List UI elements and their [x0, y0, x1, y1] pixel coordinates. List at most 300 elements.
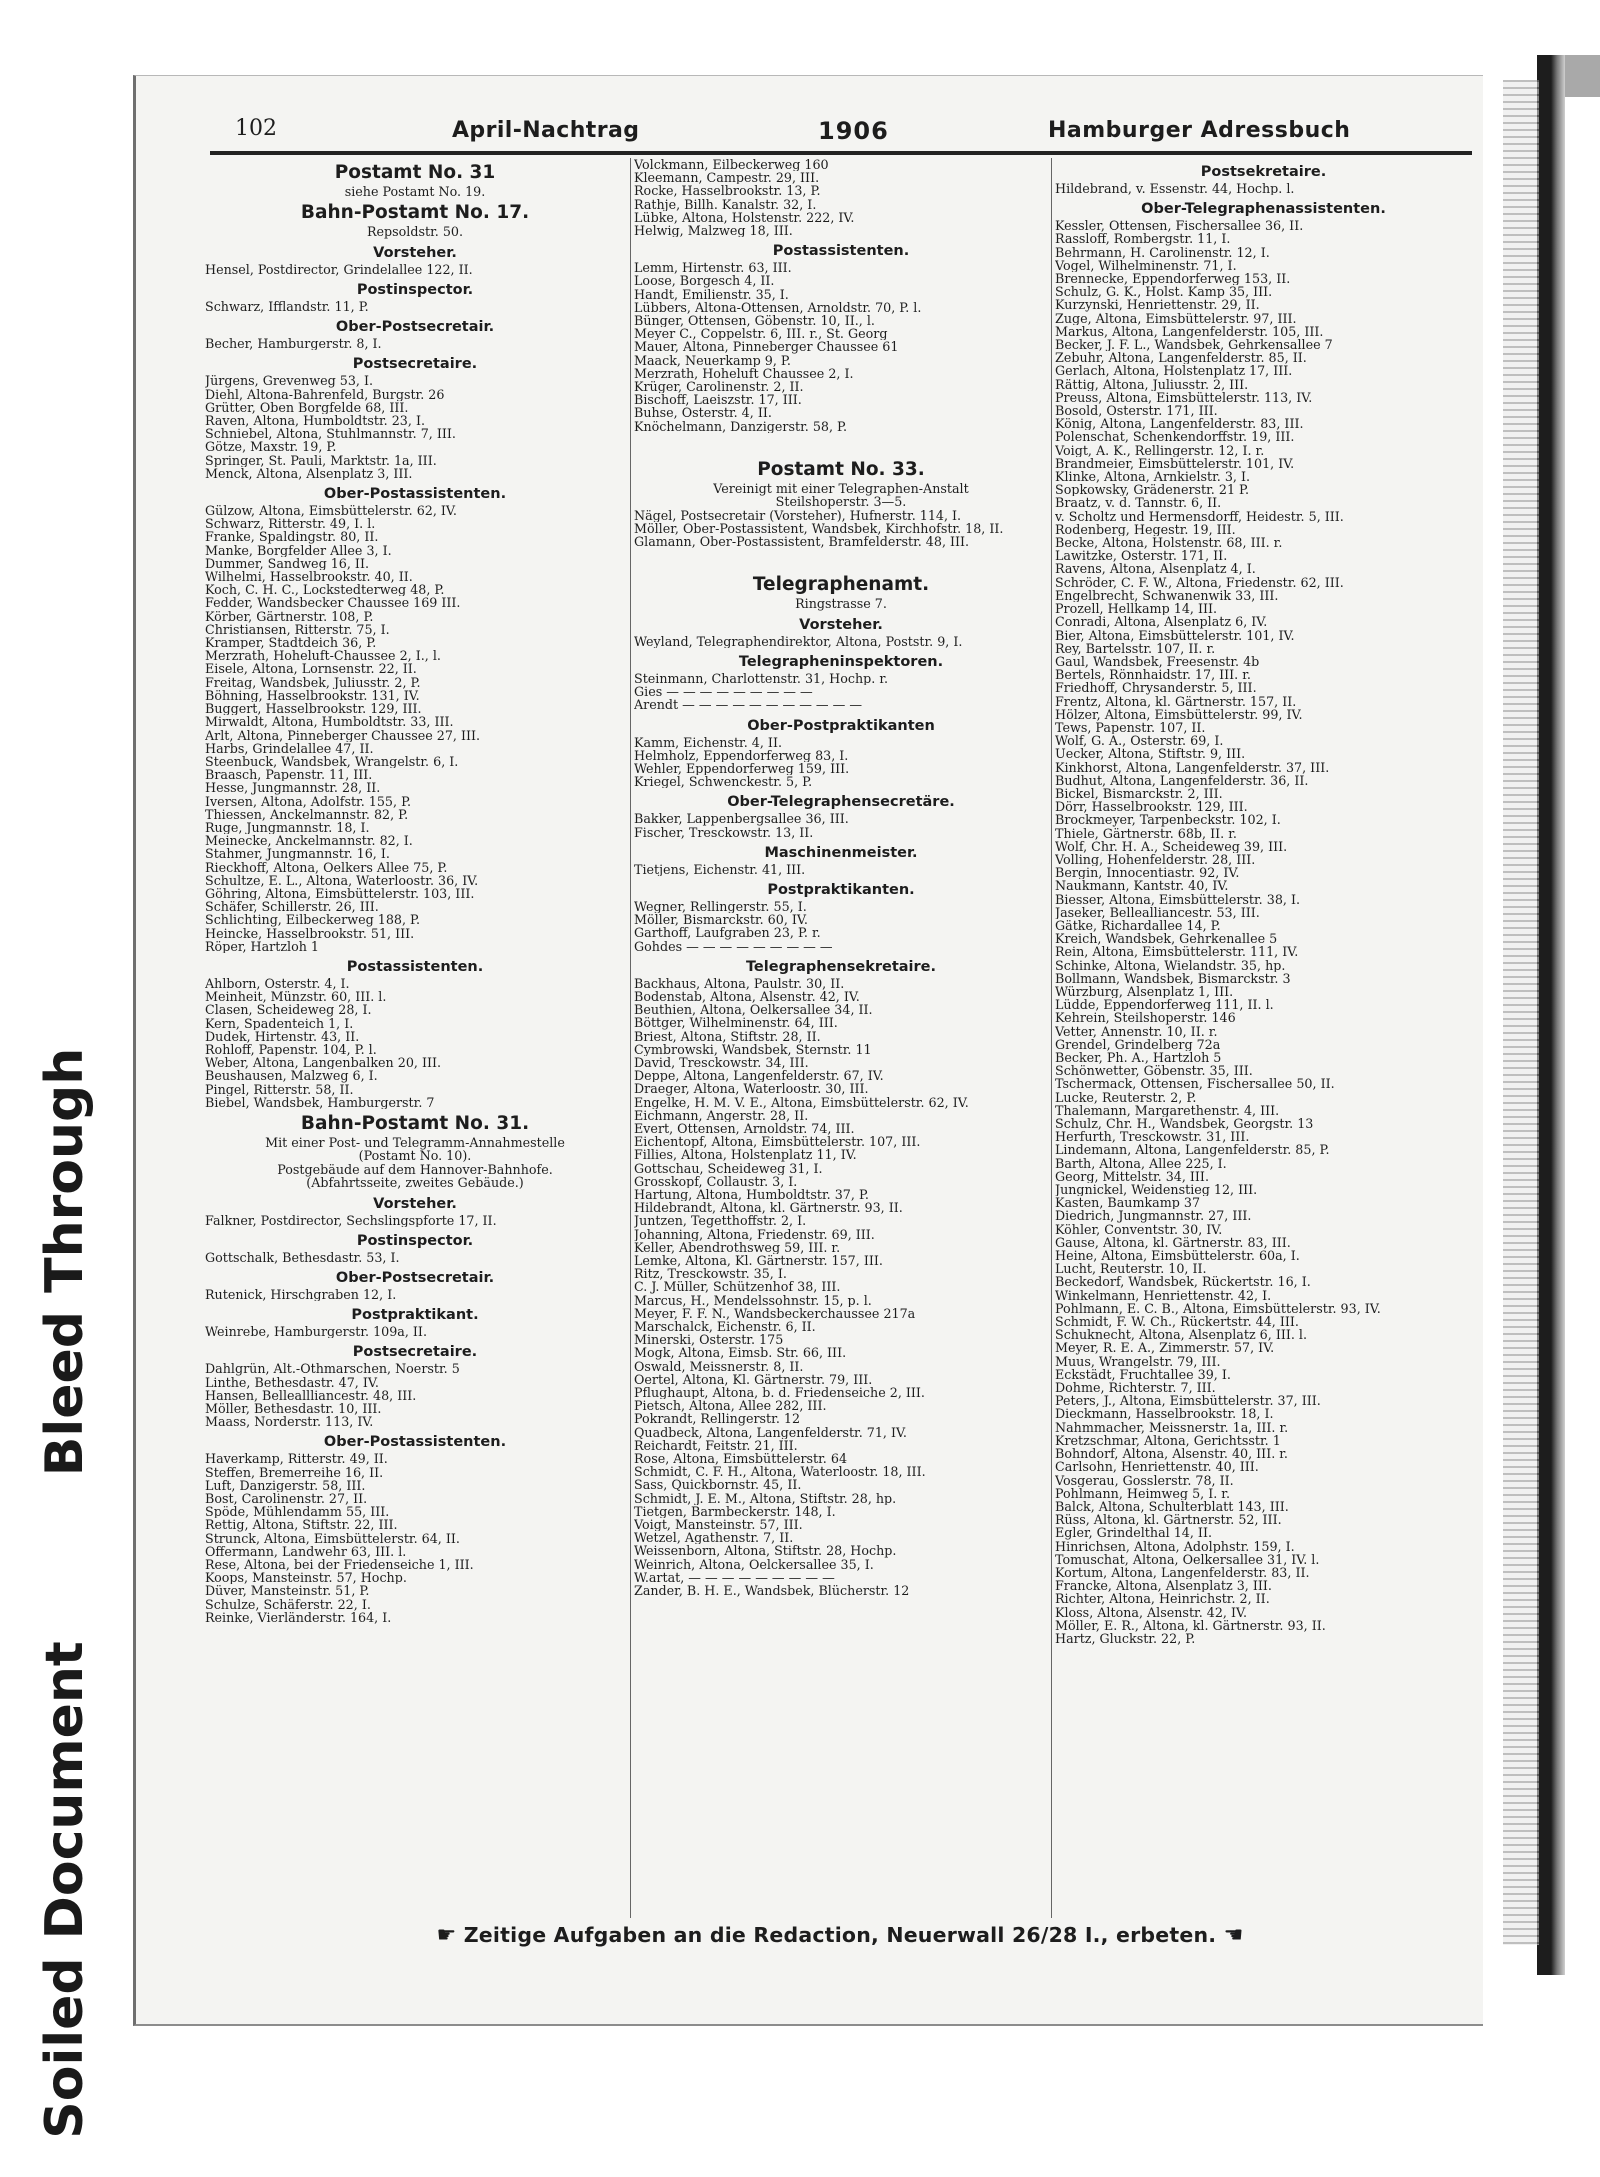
directory-entry: Jungnickel, Weidenstieg 12, III. — [1055, 1183, 1258, 1197]
directory-entry: Gottschau, Scheideweg 31, I. — [634, 1161, 823, 1175]
directory-entry: Raven, Altona, Humboldtstr. 23, I. — [205, 414, 425, 428]
directory-entry: Eichentopf, Altona, Eimsbüttelerstr. 107, III. — [634, 1135, 921, 1149]
directory-entry: Heine, Altona, Eimsbüttelerstr. 60a, I. — [1055, 1249, 1300, 1263]
directory-entry: Heincke, Hasselbrookstr. 51, III. — [205, 926, 415, 940]
directory-entry: Rassloff, Rombergstr. 11, I. — [1055, 232, 1231, 246]
directory-entry: Marschalck, Eichenstr. 6, II. — [634, 1320, 816, 1334]
section-heading: Ober-Postassistenten. — [323, 486, 507, 503]
directory-entry: Menck, Altona, Alsenplatz 3, III. — [205, 466, 413, 481]
directory-entry: Biebel, Wandsbek, Hamburgerstr. 7 — [205, 1095, 435, 1109]
directory-entry: Budhut, Altona, Langenfelderstr. 36, II. — [1055, 773, 1309, 787]
directory-entry: Cymbrowski, Wandsbek, Sternstr. 11 — [634, 1042, 872, 1056]
directory-entry: Vosgerau, Gosslerstr. 78, II. — [1055, 1473, 1234, 1487]
directory-entry: Schulz, Chr. H., Wandsbek, Georgstr. 13 — [1055, 1117, 1314, 1131]
directory-entry: Hildebrandt, Altona, kl. Gärtnerstr. 93, II. — [634, 1201, 903, 1215]
directory-entry: Ritz, Tresckowstr. 35, I. — [634, 1267, 787, 1281]
directory-entry: Rey, Bartelsstr. 107, II. r. — [1055, 641, 1216, 655]
directory-entry: Gohdes — — — — — — — — — — [634, 939, 833, 953]
directory-entry: Möller, E. R., Altona, kl. Gärtnerstr. 93, II. — [1055, 1618, 1326, 1632]
directory-entry: Eichmann, Angerstr. 28, II. — [634, 1108, 809, 1122]
section-heading: Maschinenmeister. — [764, 844, 918, 861]
directory-entry: Hildebrand, v. Essenstr. 44, Hochp. l. — [1055, 182, 1295, 196]
directory-entry: Tews, Papenstr. 107, II. — [1055, 720, 1206, 735]
directory-entry: Rettig, Altona, Stiftstr. 22, III. — [205, 1518, 398, 1532]
directory-entry: Hartung, Altona, Humboldtstr. 37, P. — [634, 1187, 869, 1202]
section-title: Postamt No. 31 — [334, 162, 496, 183]
directory-entry: Hölzer, Altona, Eimsbüttelerstr. 99, IV. — [1055, 707, 1303, 721]
directory-entry: Pingel, Ritterstr. 58, II. — [205, 1082, 354, 1096]
directory-entry: Pokrandt, Rellingerstr. 12 — [634, 1412, 801, 1426]
directory-entry: Dudek, Hirtenstr. 43, II. — [205, 1029, 360, 1043]
directory-entry: Gause, Altona, kl. Gärtnerstr. 83, III. — [1055, 1235, 1291, 1250]
directory-entry: Rodenberg, Hegestr. 19, III. — [1055, 522, 1236, 537]
directory-entry: Dörr, Hasselbrookstr. 129, III. — [1055, 800, 1248, 814]
directory-entry: Bischoff, Laeiszstr. 17, III. — [634, 393, 802, 407]
directory-entry: Zuge, Altona, Eimsbüttelerstr. 97, III. — [1055, 311, 1297, 325]
directory-entry: Carlsohn, Henriettenstr. 40, III. — [1055, 1460, 1259, 1474]
directory-entry: Gätke, Richardallee 14, P. — [1055, 918, 1221, 933]
directory-entry: Arlt, Altona, Pinneberger Chaussee 27, III. — [205, 728, 481, 742]
directory-entry: Sopkowsky, Grädenerstr. 21 P. — [1055, 483, 1250, 497]
directory-entry: Grendel, Grindelberg 72a — [1055, 1037, 1221, 1051]
directory-entry: Naukmann, Kantstr. 40, IV. — [1055, 879, 1229, 893]
directory-entry: Kurzynski, Henriettenstr. 29, II. — [1055, 298, 1260, 312]
page-header — [210, 112, 1472, 152]
directory-entry: Merzrath, Hoheluft Chaussee 2, I. — [634, 366, 854, 381]
directory-entry: C. J. Müller, Schützenhof 38, III. — [634, 1280, 841, 1294]
directory-entry: Luft, Danzigerstr. 58, III. — [205, 1478, 366, 1493]
directory-entry: Quadbeck, Altona, Langenfelderstr. 71, IV. — [634, 1425, 907, 1439]
directory-entry: Voigt, Mansteinstr. 57, III. — [634, 1518, 803, 1532]
directory-entry: Keller, Abendrothsweg 59, III. r. — [634, 1240, 841, 1254]
section-note: siehe Postamt No. 19. — [344, 184, 486, 199]
section-heading: Telegrapheninspektoren. — [738, 653, 944, 670]
directory-entry: Conradi, Altona, Alsenplatz 6, IV. — [1055, 615, 1268, 629]
directory-entry: Herfurth, Tresckowstr. 31, III. — [1055, 1130, 1250, 1144]
directory-entry: Dahlgrün, Alt.-Othmarschen, Noerstr. 5 — [205, 1362, 460, 1376]
directory-entry: Manke, Borgfelder Allee 3, I. — [205, 543, 392, 557]
column-3 — [1055, 158, 1472, 1923]
directory-entry: Becker, J. F. L., Wandsbek, Gehrkensallee 7 — [1055, 338, 1333, 352]
section-note: (Postamt No. 10). — [358, 1148, 472, 1164]
directory-entry: Rättig, Altona, Juliusstr. 2, III. — [1055, 377, 1249, 391]
directory-entry: Eckstädt, Fruchtallee 39, I. — [1055, 1367, 1231, 1382]
directory-entry: Kehrein, Steilshoperstr. 146 — [1055, 1011, 1236, 1025]
directory-entry: Lindemann, Altona, Langenfelderstr. 85, P. — [1055, 1143, 1330, 1157]
directory-entry: Christiansen, Ritterstr. 75, I. — [205, 622, 390, 637]
directory-entry: Meinecke, Anckelmannstr. 82, I. — [205, 834, 413, 848]
directory-entry: Richter, Altona, Heinrichstr. 2, II. — [1055, 1592, 1270, 1606]
directory-entry: Schinke, Altona, Wielandstr. 35, hp. — [1055, 958, 1286, 972]
directory-entry: Rathje, Billh. Kanalstr. 32, I. — [634, 197, 817, 211]
directory-entry: Mauer, Altona, Pinneberger Chaussee 61 — [634, 340, 899, 354]
directory-entry: Weissenborn, Altona, Stiftstr. 28, Hochp. — [634, 1544, 897, 1558]
directory-entry: Bohndorf, Altona, Alsenstr. 40, III. r. — [1055, 1447, 1288, 1461]
directory-entry: Braasch, Papenstr. 11, III. — [205, 768, 373, 782]
directory-entry: Harbs, Grindelallee 47, II. — [205, 741, 374, 755]
directory-entry: Thiele, Gärtnerstr. 68b, II. r. — [1055, 826, 1237, 840]
directory-entry: Marcus, H., Mendelssohnstr. 15, p. l. — [634, 1293, 872, 1307]
directory-entry: Meyer, F. F. N., Wandsbeckerchaussee 217a — [634, 1306, 916, 1321]
adjacent-page-strip — [1503, 80, 1539, 1945]
section-note: Mit einer Post- und Telegramm-Annahmestelle — [265, 1134, 565, 1150]
directory-entry: Kinkhorst, Altona, Langenfelderstr. 37, III. — [1055, 760, 1330, 774]
directory-entry: Maack, Neuerkamp 9, P. — [634, 353, 791, 367]
directory-entry: Brennecke, Eppendorferweg 153, II. — [1055, 272, 1291, 286]
directory-entry: Schuknecht, Altona, Alsenplatz 6, III. l. — [1055, 1328, 1308, 1342]
directory-entry: Strunck, Altona, Eimsbüttelerstr. 64, II. — [205, 1531, 460, 1545]
directory-entry: Haverkamp, Ritterstr. 49, II. — [205, 1452, 388, 1466]
directory-entry: Schlichting, Eilbeckerweg 188, P. — [205, 913, 421, 927]
directory-entry: Schröder, C. F. W., Altona, Friedenstr. 62, III. — [1055, 575, 1344, 589]
directory-entry: Steffen, Bremerreihe 16, II. — [205, 1465, 384, 1479]
directory-entry: Kretzschmar, Altona, Gerichtsstr. 1 — [1055, 1433, 1281, 1448]
directory-entry: Kasten, Baumkamp 37 — [1055, 1196, 1201, 1210]
header-supplement-title: April-Nachtrag — [452, 118, 640, 143]
directory-entry: Helmholz, Eppendorferweg 83, I. — [634, 748, 849, 762]
column-1 — [205, 158, 625, 1923]
directory-entry: Markus, Altona, Langenfelderstr. 105, III. — [1055, 324, 1324, 339]
directory-entry: Brockmeyer, Tarpenbeckstr. 102, I. — [1055, 813, 1281, 827]
directory-entry: Dieckmann, Hasselbrookstr. 18, I. — [1055, 1407, 1274, 1421]
section-heading: Postsecretaire. — [352, 1344, 478, 1361]
directory-entry: Garthoff, Laufgraben 23, P. r. — [634, 926, 821, 940]
directory-entry: Glamann, Ober-Postassistent, Bramfelderstr. 48, III. — [634, 535, 970, 549]
directory-entry: Lawitzke, Osterstr. 171, II. — [1055, 549, 1228, 563]
directory-entry: Friedhoff, Chrysanderstr. 5, III. — [1055, 681, 1257, 695]
directory-entry: Stahmer, Jungmannstr. 16, I. — [205, 847, 390, 861]
directory-entry: Muus, Wrangelstr. 79, III. — [1055, 1354, 1221, 1368]
section-note: (Abfahrtsseite, zweites Gebäude.) — [306, 1175, 524, 1191]
directory-entry: Rocke, Hasselbrookstr. 13, P. — [634, 184, 821, 198]
directory-entry: Bertels, Rönnhaidstr. 17, III. r. — [1055, 668, 1251, 682]
directory-entry: W.artat, — — — — — — — — — — [634, 1570, 835, 1585]
directory-entry: Böhning, Hasselbrookstr. 131, IV. — [205, 688, 420, 703]
directory-entry: Wolf, G. A., Osterstr. 69, I. — [1055, 734, 1224, 748]
directory-entry: Dohme, Richterstr. 7, III. — [1055, 1381, 1216, 1395]
directory-entry: Kortum, Altona, Langenfelderstr. 83, II. — [1055, 1565, 1310, 1580]
directory-entry: Preuss, Altona, Eimsbüttelerstr. 113, IV. — [1055, 390, 1313, 405]
directory-entry: Schmidt, J. E. M., Altona, Stiftstr. 28, hp. — [634, 1491, 897, 1505]
directory-entry: Zander, B. H. E., Wandsbek, Blücherstr. 12 — [634, 1584, 910, 1598]
directory-entry: Köhler, Conventstr. 30, IV. — [1055, 1222, 1223, 1236]
section-heading: Ober-Postsecretair. — [335, 319, 495, 336]
column-divider — [630, 158, 631, 1918]
directory-entry: Knöchelmann, Danzigerstr. 58, P. — [634, 419, 848, 433]
directory-entry: Brandmeier, Eimsbüttelerstr. 101, IV. — [1055, 456, 1295, 471]
directory-entry: Fillies, Altona, Holstenplatz 11, IV. — [634, 1148, 857, 1162]
directory-entry: Nahmmacher, Meissnerstr. 1a, III. r. — [1055, 1420, 1289, 1434]
section-heading: Vorsteher. — [373, 244, 457, 261]
directory-entry: Briest, Altona, Stiftstr. 28, II. — [634, 1029, 821, 1043]
directory-entry: Göhring, Altona, Eimsbüttelerstr. 103, III. — [205, 886, 475, 901]
directory-entry: Lemke, Altona, Kl. Gärtnerstr. 157, III. — [634, 1254, 883, 1268]
section-heading: Postassistenten. — [346, 958, 484, 975]
directory-entry: Bost, Carolinenstr. 27, II. — [205, 1492, 368, 1506]
directory-entry: Becke, Altona, Holstenstr. 68, III. r. — [1055, 536, 1283, 550]
directory-entry: Helwig, Malzweg 18, III. — [634, 224, 793, 238]
directory-entry: Wehler, Eppendorferweg 159, III. — [634, 761, 850, 776]
pointing-hand-right-icon: ☚ — [1223, 1923, 1244, 1948]
directory-entry: Weber, Altona, Langenbalken 20, III. — [205, 1056, 442, 1070]
directory-entry: Meyer C., Coppelstr. 6, III. r., St. Georg — [634, 327, 888, 341]
directory-entry: Pflughaupt, Altona, b. d. Friedenseiche 2, III. — [634, 1386, 925, 1400]
directory-entry: v. Scholtz und Hermensdorff, Heidestr. 5, III. — [1055, 509, 1344, 523]
directory-entry: Röper, Hartzloh 1 — [205, 939, 320, 953]
directory-entry: Weinrebe, Hamburgerstr. 109a, II. — [205, 1325, 427, 1339]
header-year: 1906 — [818, 117, 889, 145]
section-heading: Vorsteher. — [799, 616, 883, 633]
directory-entry: Beushausen, Malzweg 6, I. — [205, 1069, 378, 1083]
section-heading: Postpraktikanten. — [767, 881, 915, 898]
directory-entry: Sass, Quickbornstr. 45, II. — [634, 1478, 802, 1492]
section-note: Vereinigt mit einer Telegraphen-Anstalt — [713, 480, 969, 496]
directory-entry: Merzrath, Hoheluft-Chaussee 2, I., l. — [205, 649, 441, 663]
directory-entry: Möller, Bethesdastr. 10, III. — [205, 1402, 382, 1416]
directory-entry: Rohloff, Papenstr. 104, P. l. — [205, 1042, 377, 1057]
directory-entry: Mirwaldt, Altona, Humboldtstr. 33, III. — [205, 715, 454, 729]
directory-entry: Backhaus, Altona, Paulstr. 30, II. — [634, 976, 845, 990]
directory-entry: Frentz, Altona, kl. Gärtnerstr. 157, II. — [1055, 694, 1297, 708]
spacer — [634, 548, 1048, 570]
directory-entry: Pohlmann, Heimweg 5, I. r. — [1055, 1486, 1230, 1500]
directory-entry: Weinrich, Altona, Oelckersallee 35, I. — [634, 1557, 874, 1571]
directory-entry: Kramper, Stadtdeich 36, P. — [205, 636, 377, 650]
directory-entry: Rein, Altona, Eimsbüttelerstr. 111, IV. — [1055, 945, 1299, 959]
section-heading: Postsekretaire. — [1200, 164, 1327, 180]
directory-entry: Ruge, Jungmannstr. 18, I. — [205, 820, 370, 835]
directory-entry: Evert, Ottensen, Arnoldstr. 74, III. — [634, 1121, 855, 1136]
directory-entry: Pietsch, Altona, Allee 282, III. — [634, 1399, 827, 1413]
column-divider — [1051, 158, 1052, 1918]
directory-entry: Georg, Mittelstr. 34, III. — [1055, 1169, 1209, 1184]
section-heading: Ober-Postassistenten. — [323, 1434, 507, 1451]
directory-entry: Hinrichsen, Altona, Adolphstr. 159, I. — [1055, 1539, 1295, 1553]
directory-entry: Meinheit, Münzstr. 60, III. l. — [205, 990, 387, 1004]
directory-entry: Oswald, Meissnerstr. 8, II. — [634, 1359, 804, 1373]
directory-entry: Pohlmann, E. C. B., Altona, Eimsbüttelerstr. 93, IV. — [1055, 1301, 1381, 1316]
directory-entry: Tietgen, Barmbeckerstr. 148, I. — [634, 1504, 836, 1519]
directory-entry: Volckmann, Eilbeckerweg 160 — [634, 158, 829, 172]
directory-entry: Gies — — — — — — — — — — [634, 685, 813, 699]
section-title: Telegraphenamt. — [752, 574, 930, 596]
directory-entry: Voigt, A. K., Rellingerstr. 12, I. r. — [1055, 443, 1265, 457]
directory-entry: Jaseker, Bellealliancestr. 53, III. — [1055, 905, 1260, 919]
directory-entry: Klinke, Altona, Arnkielstr. 3, I. — [1055, 470, 1251, 484]
directory-entry: Tietjens, Eichenstr. 41, III. — [634, 862, 806, 876]
directory-entry: Bakker, Lappenbergsallee 36, III. — [634, 812, 849, 826]
directory-entry: Eisele, Altona, Lornsenstr. 22, II. — [205, 662, 417, 676]
section-heading: Postinspector. — [356, 1232, 474, 1249]
directory-entry: Tschermack, Ottensen, Fischersallee 50, II. — [1055, 1077, 1335, 1091]
directory-entry: Lucke, Reuterstr. 2, P. — [1055, 1090, 1197, 1104]
directory-entry: Ahlborn, Osterstr. 4, I. — [205, 976, 350, 991]
directory-entry: Diedrich, Jungmannstr. 27, III. — [1055, 1209, 1252, 1223]
bleed-through-label: Bleed Through — [35, 1047, 95, 1477]
directory-entry: Diehl, Altona-Bahrenfeld, Burgstr. 26 — [205, 387, 445, 401]
section-title: Bahn-Postamt No. 17. — [300, 202, 530, 224]
directory-entry: Becker, Ph. A., Hartzloh 5 — [1055, 1051, 1222, 1065]
directory-entry: Rüss, Altona, kl. Gärtnerstr. 52, III. — [1055, 1513, 1282, 1527]
directory-entry: Schmidt, C. F. H., Altona, Waterloostr. 18, III. — [634, 1465, 926, 1479]
directory-entry: Oertel, Altona, Kl. Gärtnerstr. 79, III. — [634, 1372, 873, 1387]
directory-entry: Gottschalk, Bethesdastr. 53, I. — [205, 1250, 400, 1265]
section-heading: Ober-Postsecretair. — [335, 1270, 495, 1287]
directory-entry: Linthe, Bethesdastr. 47, IV. — [205, 1375, 379, 1389]
directory-entry: Wolf, Chr. H. A., Scheideweg 39, III. — [1055, 839, 1288, 853]
directory-entry: Behrmann, H. Carolinenstr. 12, I. — [1055, 245, 1270, 259]
directory-entry: Buggert, Hasselbrookstr. 129, III. — [205, 702, 422, 716]
directory-entry: Böttger, Wilhelminenstr. 64, III. — [634, 1016, 838, 1030]
directory-entry: Arendt — — — — — — — — — — — — [634, 698, 863, 712]
directory-entry: Hesse, Jungmannstr. 28, II. — [205, 781, 381, 795]
page-footer — [390, 1923, 1290, 1948]
directory-entry: Bickel, Bismarckstr. 2, III. — [1055, 786, 1223, 801]
directory-entry: Bodenstab, Altona, Alsenstr. 42, IV. — [634, 989, 860, 1004]
directory-entry: Prozell, Hellkamp 14, III. — [1055, 602, 1218, 616]
directory-entry: Freitag, Wandsbek, Juliusstr. 2, P. — [205, 675, 421, 689]
directory-entry: Schäfer, Schillerstr. 26, III. — [205, 900, 379, 914]
directory-entry: Tomuschat, Altona, Oelkersallee 31, IV. l. — [1055, 1552, 1320, 1566]
directory-entry: Würzburg, Alsenplatz 1, III. — [1055, 984, 1234, 999]
directory-entry: Hensel, Postdirector, Grindelallee 122, II. — [205, 262, 473, 277]
section-heading: Postinspector. — [356, 282, 474, 299]
binding-edge — [1537, 55, 1565, 1975]
directory-entry: Möller, Bismarckstr. 60, IV. — [634, 913, 808, 927]
directory-entry: Kreich, Wandsbek, Gehrkenallee 5 — [1055, 932, 1278, 946]
directory-entry: Koch, C. H. C., Lockstedterweg 48, P. — [205, 583, 445, 597]
section-heading: Telegraphensekretaire. — [745, 958, 937, 975]
directory-entry: Gerlach, Altona, Holstenplatz 17, III. — [1055, 364, 1293, 378]
directory-entry: Kriegel, Schwenckestr. 5, P. — [634, 775, 813, 789]
directory-entry: Rutenick, Hirschgraben 12, I. — [205, 1288, 397, 1302]
directory-entry: Spöde, Mühlendamm 55, III. — [205, 1505, 390, 1519]
section-note: Ringstrasse 7. — [795, 596, 887, 612]
directory-entry: Barth, Altona, Allee 225, I. — [1055, 1156, 1227, 1170]
directory-entry: Jürgens, Grevenweg 53, I. — [205, 374, 374, 388]
directory-entry: Rose, Altona, Eimsbüttelerstr. 64 — [634, 1452, 848, 1466]
page-number: 102 — [235, 116, 277, 141]
directory-entry: Thiessen, Anckelmannstr. 82, P. — [205, 807, 409, 821]
directory-entry: Maass, Norderstr. 113, IV. — [205, 1415, 374, 1429]
directory-entry: Kamm, Eichenstr. 4, II. — [634, 735, 782, 749]
directory-entry: Franke, Spaldingstr. 80, II. — [205, 530, 379, 544]
column-2 — [634, 158, 1048, 1923]
directory-entry: Deppe, Altona, Langenfelderstr. 67, IV. — [634, 1069, 884, 1083]
directory-entry: Johanning, Altona, Friedenstr. 69, III. — [634, 1227, 875, 1241]
directory-entry: Springer, St. Pauli, Marktstr. 1a, III. — [205, 453, 437, 467]
section-heading: Ober-Telegraphensecretäre. — [727, 794, 955, 811]
directory-entry: Mogk, Altona, Eimsb. Str. 66, III. — [634, 1346, 847, 1360]
header-rule — [210, 151, 1472, 155]
directory-entry: Egler, Grindelthal 14, II. — [1055, 1526, 1212, 1540]
directory-entry: Bosold, Osterstr. 171, III. — [1055, 404, 1218, 418]
directory-entry: Polenschat, Schenkendorffstr. 19, III. — [1055, 430, 1295, 444]
section-heading: Ober-Telegraphenassistenten. — [1141, 201, 1386, 218]
directory-entry: Loose, Borgesch 4, II. — [634, 274, 775, 288]
directory-entry: Gaul, Wandsbek, Freesenstr. 4b — [1055, 654, 1260, 669]
directory-entry: Beckedorf, Wandsbek, Rückertstr. 16, I. — [1055, 1275, 1311, 1289]
directory-entry: Gülzow, Altona, Eimsbüttelerstr. 62, IV. — [205, 504, 457, 518]
directory-entry: Vetter, Annenstr. 10, II. r. — [1055, 1024, 1218, 1038]
directory-entry: Falkner, Postdirector, Sechslingspforte 17, II. — [205, 1213, 497, 1227]
directory-entry: Steinmann, Charlottenstr. 31, Hochp. r. — [634, 671, 889, 686]
directory-entry: Rieckhoff, Altona, Oelkers Allee 75, P. — [205, 860, 448, 874]
directory-entry: Schulz, G. K., Holst. Kamp 35, III. — [1055, 285, 1273, 299]
directory-entry: Peters, J., Altona, Eimsbüttelerstr. 37, III. — [1055, 1394, 1321, 1408]
directory-entry: Hansen, Belleallliancestr. 48, III. — [205, 1388, 417, 1403]
section-title: Postamt No. 33. — [757, 458, 925, 480]
section-title: Bahn-Postamt No. 31. — [300, 1112, 530, 1134]
directory-entry: Schniebel, Altona, Stuhlmannstr. 7, III. — [205, 427, 456, 441]
directory-entry: Ravens, Altona, Alsenplatz 4, I. — [1055, 562, 1256, 576]
directory-entry: Wegner, Rellingerstr. 55, I. — [634, 899, 807, 914]
directory-entry: Körber, Gärtnerstr. 108, P. — [205, 609, 374, 623]
section-note: Postgebäude auf dem Hannover-Bahnhofe. — [277, 1161, 553, 1177]
directory-entry: Kessler, Ottensen, Fischersallee 36, II. — [1055, 219, 1304, 233]
section-note: Repsoldstr. 50. — [366, 224, 464, 240]
directory-entry: Kern, Spadenteich 1, I. — [205, 1016, 354, 1030]
directory-entry: Thalemann, Margarethenstr. 4, III. — [1055, 1103, 1280, 1118]
directory-entry: Möller, Ober-Postassistent, Wandsbek, Kirchhofstr. 18, II. — [634, 521, 1004, 536]
directory-entry: Lüdde, Eppendorferweg 111, II. l. — [1055, 998, 1274, 1012]
directory-entry: Engelke, H. M. V. E., Altona, Eimsbüttelerstr. 62, IV. — [634, 1095, 969, 1109]
directory-entry: Wilhelmi, Hasselbrookstr. 40, II. — [205, 570, 413, 584]
directory-entry: Dummer, Sandweg 16, II. — [205, 556, 369, 571]
directory-entry: Götze, Maxstr. 19, P. — [205, 440, 337, 454]
directory-entry: Meyer, R. E. A., Zimmerstr. 57, IV. — [1055, 1341, 1275, 1355]
directory-entry: Winkelmann, Henriettenstr. 42, I. — [1055, 1288, 1272, 1302]
directory-entry: Draeger, Altona, Waterloostr. 30, III. — [634, 1082, 869, 1096]
directory-entry: Braatz, v. d. Tannstr. 6, II. — [1055, 496, 1222, 510]
directory-entry: Balck, Altona, Schulterblatt 143, III. — [1055, 1499, 1289, 1514]
section-heading: Postsecretaire. — [352, 356, 478, 373]
soiled-document-label: Soiled Document — [35, 1641, 95, 2139]
header-publication-title: Hamburger Adressbuch — [1048, 118, 1351, 143]
section-heading: Postassistenten. — [772, 243, 910, 260]
directory-entry: Bollmann, Wandsbek, Bismarckstr. 3 — [1055, 971, 1291, 985]
directory-entry: Schwarz, Ritterstr. 49, I. l. — [205, 517, 376, 531]
directory-entry: Zebuhr, Altona, Langenfelderstr. 85, II. — [1055, 351, 1307, 365]
directory-entry: Schultze, E. L., Altona, Waterloostr. 36, IV. — [205, 873, 479, 887]
directory-entry: Steenbuck, Wandsbek, Wrangelstr. 6, I. — [205, 754, 459, 769]
directory-entry: Engelbrecht, Schwanenwik 33, III. — [1055, 588, 1279, 603]
directory-entry: Grosskopf, Collaustr. 3, I. — [634, 1174, 798, 1188]
directory-entry: Uecker, Altona, Stiftstr. 9, III. — [1055, 747, 1246, 761]
directory-entry: Buhse, Osterstr. 4, II. — [634, 406, 772, 420]
directory-entry: Offermann, Landwehr 63, III. l. — [205, 1544, 407, 1559]
directory-entry: Bier, Altona, Eimsbüttelerstr. 101, IV. — [1055, 628, 1295, 642]
directory-entry: Kloss, Altona, Alsenstr. 42, IV. — [1055, 1605, 1247, 1619]
directory-entry: Francke, Altona, Alsenplatz 3, III. — [1055, 1579, 1272, 1593]
directory-entry: König, Altona, Langenfelderstr. 83, III. — [1055, 417, 1304, 431]
directory-entry: Lucht, Reuterstr. 10, II. — [1055, 1262, 1207, 1276]
directory-entry: Hartz, Gluckstr. 22, P. — [1055, 1631, 1196, 1646]
section-heading: Postpraktikant. — [351, 1307, 479, 1324]
directory-entry: Lübke, Altona, Holstenstr. 222, IV. — [634, 210, 855, 225]
directory-entry: Biesser, Altona, Eimsbüttelerstr. 38, I. — [1055, 892, 1301, 906]
spacer — [634, 433, 1048, 455]
directory-entry: Bergin, Innocentiastr. 92, IV. — [1055, 866, 1240, 880]
directory-entry: Reichardt, Feitstr. 21, III. — [634, 1438, 798, 1453]
footer-notice: Zeitige Aufgaben an die Redaction, Neuerwall 26/28 I., erbeten. — [463, 1923, 1217, 1947]
directory-entry: Volling, Hohenfelderstr. 28, III. — [1055, 852, 1256, 867]
pointing-hand-left-icon: ☛ — [436, 1923, 457, 1948]
directory-entry: Fedder, Wandsbecker Chaussee 169 III. — [205, 596, 461, 610]
directory-entry: Vogel, Wilhelminenstr. 71, I. — [1055, 258, 1237, 273]
directory-entry: Reinke, Vierländerstr. 164, I. — [205, 1610, 392, 1625]
directory-entry: Weyland, Telegraphendirektor, Altona, Poststr. 9, I. — [634, 634, 963, 648]
